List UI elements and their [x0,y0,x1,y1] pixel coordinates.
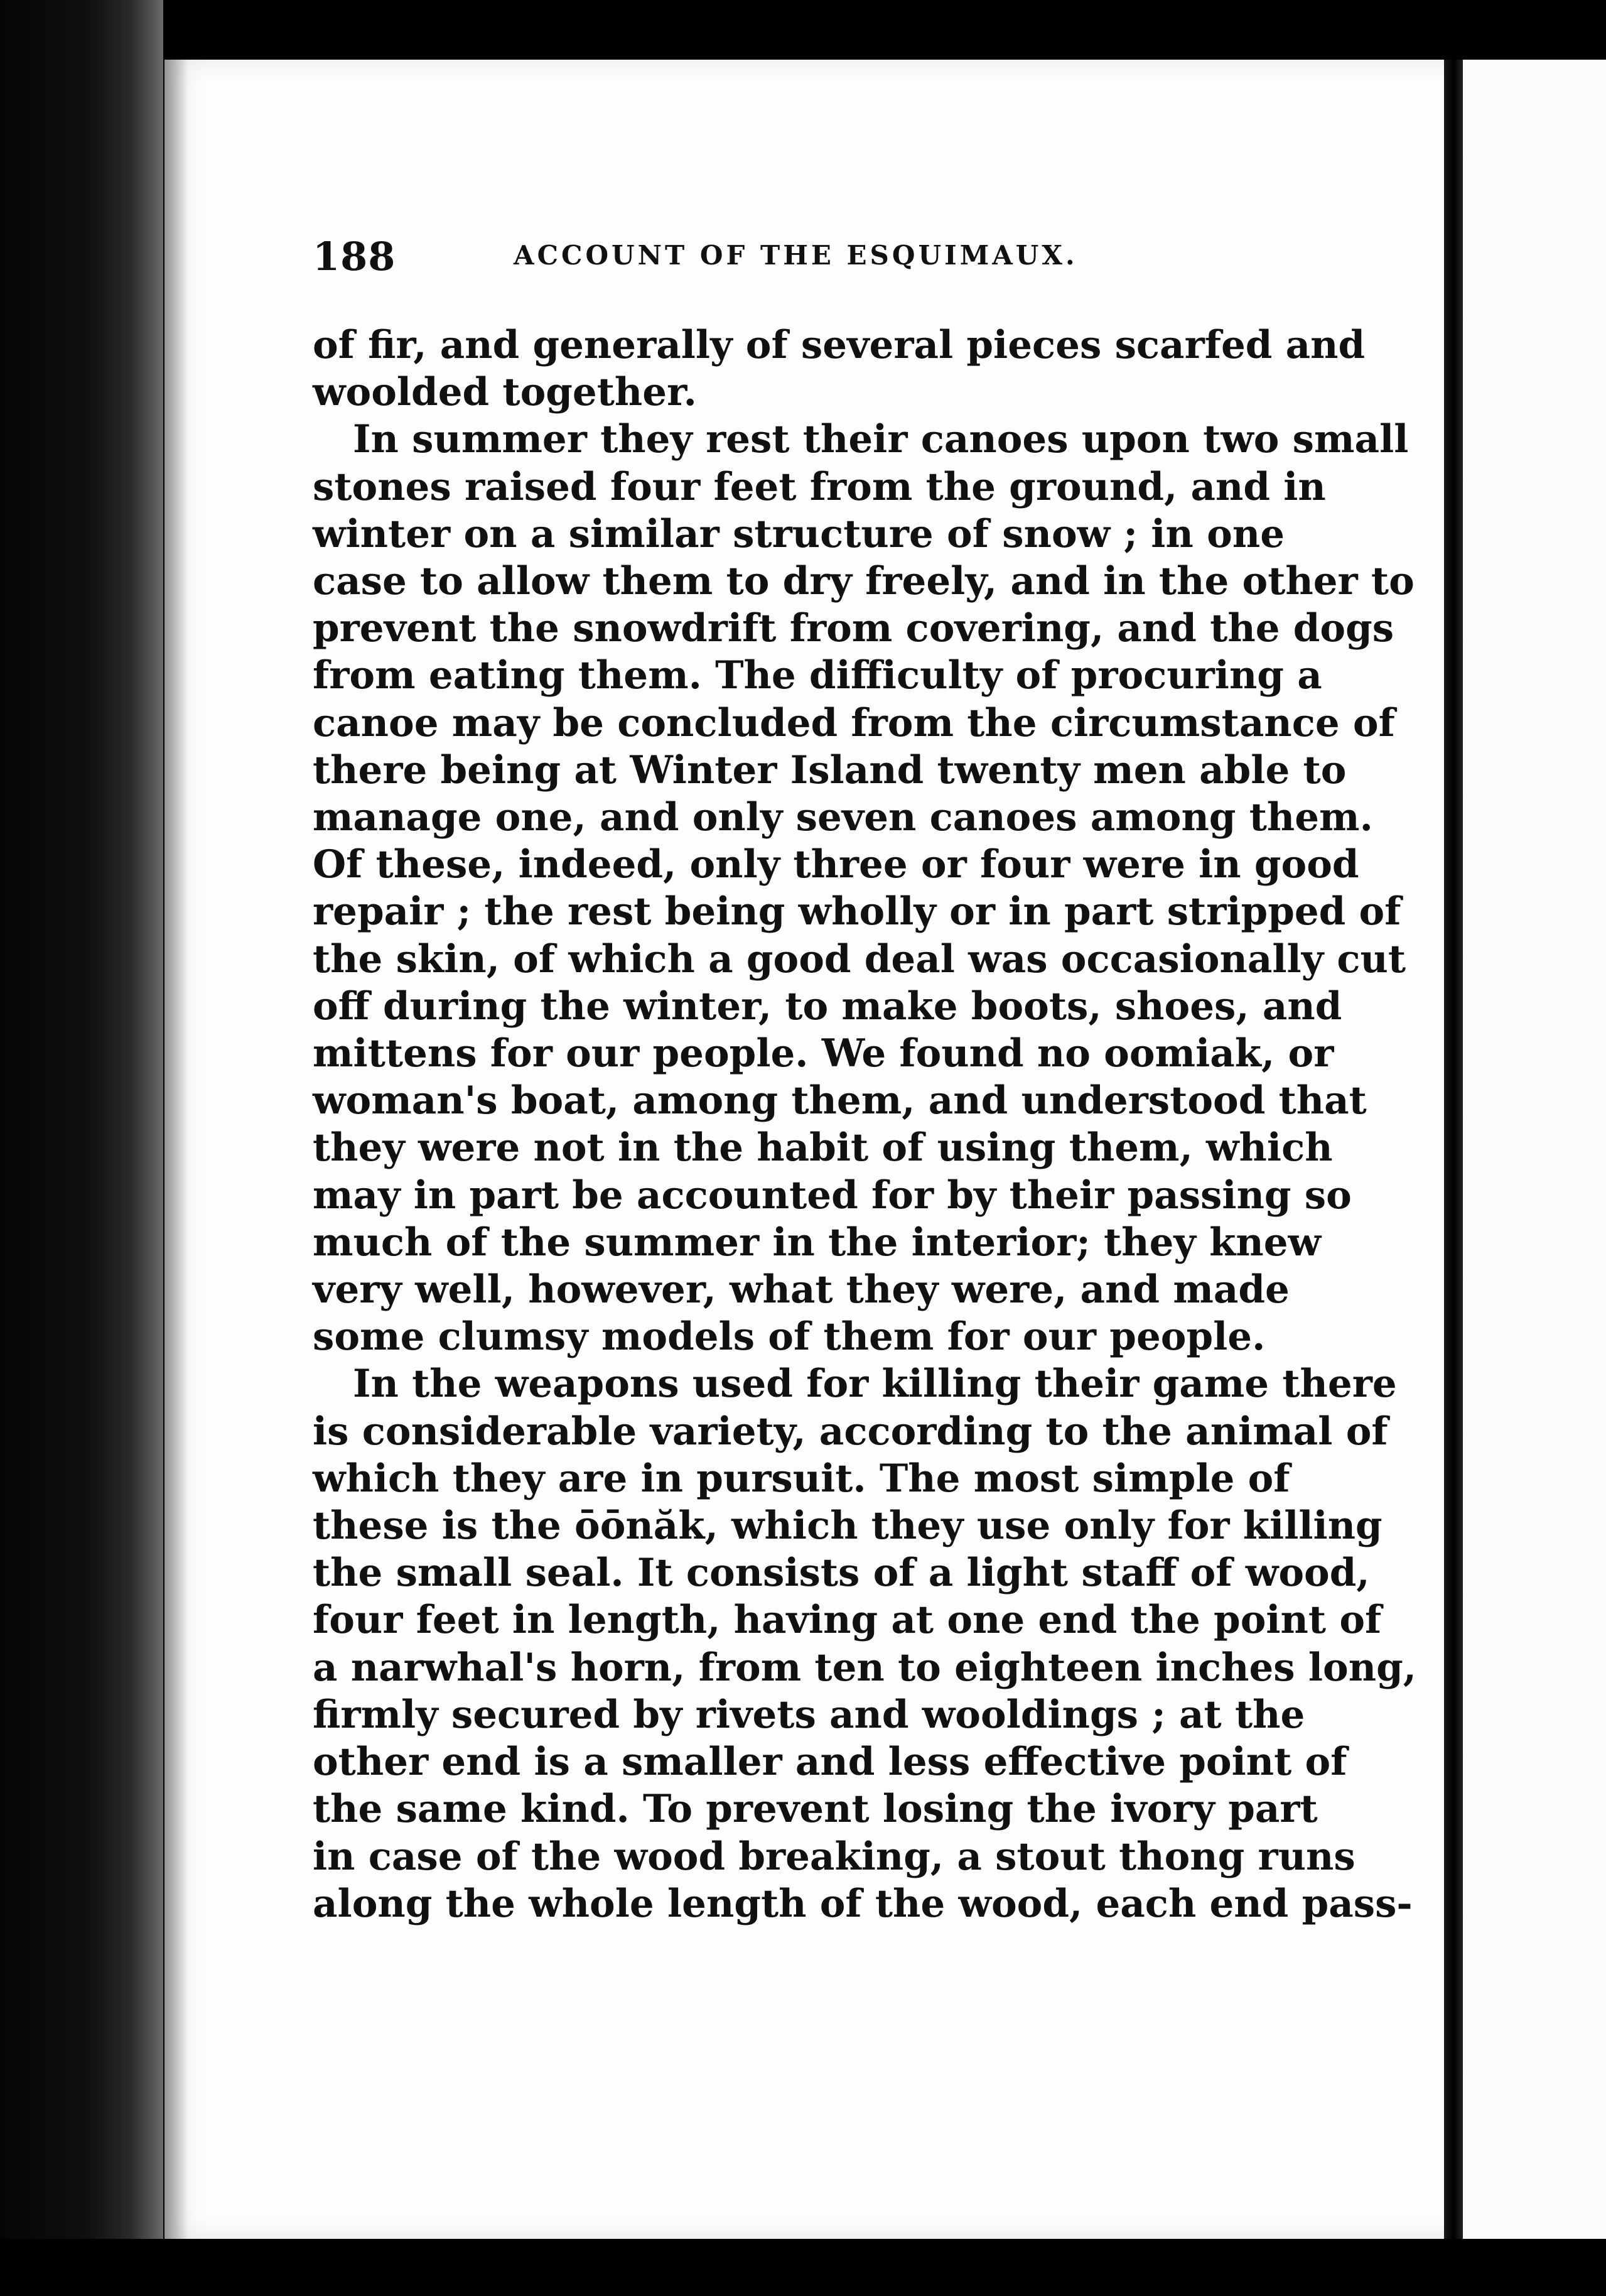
text-line: In summer they rest their canoes upon two small [353,417,1409,462]
text-line: case to allow them to dry freely, and in the other to [313,559,1415,604]
page-fold-divider [1444,60,1463,2239]
page-body-text [313,322,1416,1927]
paragraph-3 [313,1360,1416,1927]
text-line: firmly secured by rivets and wooldings ; at the [313,1692,1305,1737]
text-line: stones raised four feet from the ground, and in [313,464,1326,509]
paragraph-1 [313,322,1366,416]
paragraph-2 [313,416,1415,1360]
text-line: winter on a similar structure of snow ; in one [313,511,1285,556]
text-line: they were not in the habit of using them, which [313,1125,1333,1171]
text-line: other end is a smaller and less effective point of [313,1740,1347,1785]
text-line: woolded together. [313,370,697,415]
text-line: repair ; the rest being wholly or in part stripped of [313,889,1401,934]
text-line: there being at Winter Island twenty men able to [313,747,1347,793]
text-line: which they are in pursuit. The most simple of [313,1456,1290,1501]
text-line: much of the summer in the interior; they knew [313,1220,1322,1265]
text-line: these is the ōōnăk, which they use only for killing [313,1503,1382,1549]
page-number: 188 [313,234,396,279]
text-line: the small seal. It consists of a light staff of wood, [313,1551,1370,1596]
text-line: the same kind. To prevent losing the ivory part [313,1787,1318,1832]
book-binding-edge [0,0,163,2296]
text-line: some clumsy models of them for our people. [313,1314,1266,1360]
scan-bottom-border [0,2239,1606,2296]
text-line: a narwhal's horn, from ten to eighteen inches long, [313,1645,1416,1690]
text-line: off during the winter, to make boots, shoes, and [313,983,1342,1029]
text-line: very well, however, what they were, and made [313,1267,1290,1313]
text-line: the skin, of which a good deal was occasionally cut [313,936,1406,982]
text-line: is considerable variety, according to the animal of [313,1409,1388,1454]
text-line: canoe may be concluded from the circumstance of [313,700,1395,745]
text-line: along the whole length of the wood, each end pass- [313,1881,1413,1926]
text-line: Of these, indeed, only three or four were in good [313,842,1359,887]
text-line: may in part be accounted for by their passing so [313,1172,1352,1218]
text-line: four feet in length, having at one end the point of [313,1598,1382,1643]
facing-page-edge [1463,60,1606,2239]
text-line: in case of the wood breaking, a stout thong runs [313,1834,1355,1879]
text-line: woman's boat, among them, and understood that [313,1078,1367,1124]
text-line: of fir, and generally of several pieces scarfed and [313,323,1366,367]
running-title: ACCOUNT OF THE ESQUIMAUX. [514,240,1078,271]
text-line: from eating them. The difficulty of procuring a [313,653,1322,698]
page-gutter-shadow [164,60,188,2239]
text-line: mittens for our people. We found no oomiak, or [313,1031,1334,1076]
page-header [313,234,1292,290]
text-line: prevent the snowdrift from covering, and the dogs [313,606,1394,651]
text-line: In the weapons used for killing their game there [353,1362,1397,1407]
text-line: manage one, and only seven canoes among them. [313,795,1373,840]
